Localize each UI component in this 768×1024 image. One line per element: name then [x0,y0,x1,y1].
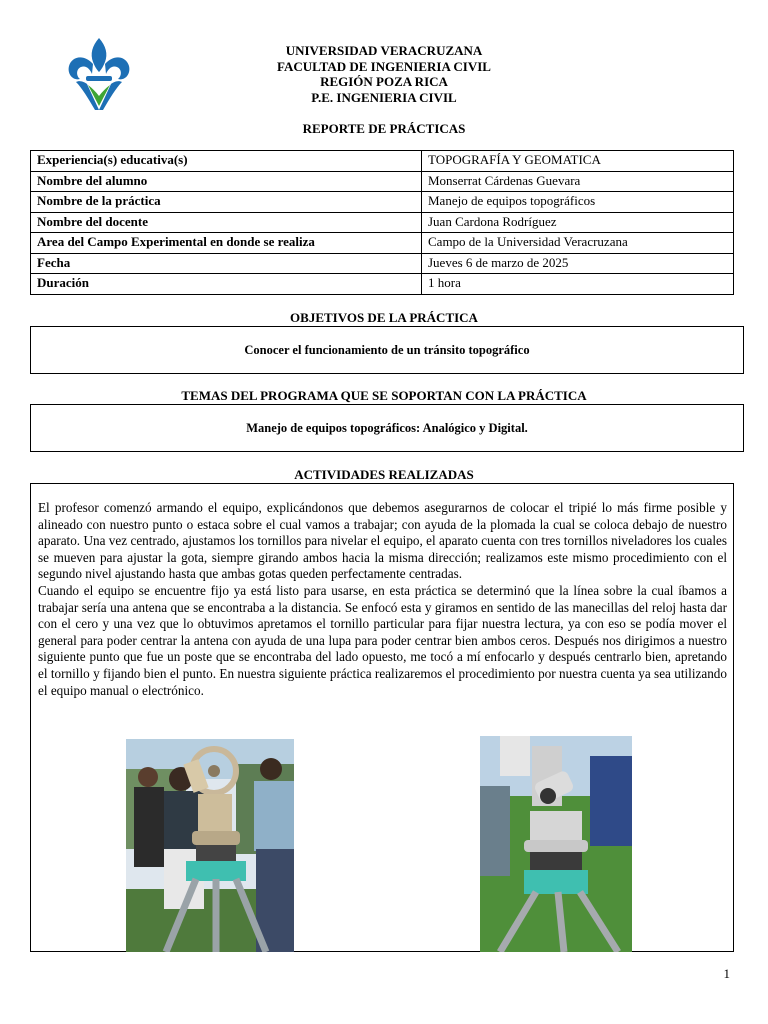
activities-text [38,500,727,699]
objectives-title: OBJETIVOS DE LA PRÁCTICA [290,310,478,325]
row-label: Nombre de la práctica [31,192,422,213]
row-value: Juan Cardona Rodríguez [422,212,734,233]
header-block [0,43,768,105]
row-label: Nombre del alumno [31,171,422,192]
faculty-name: FACULTAD DE INGENIERIA CIVIL [277,58,491,74]
activities-box [30,483,734,952]
row-value: Monserrat Cárdenas Guevara [422,171,734,192]
row-value: Jueves 6 de marzo de 2025 [422,253,734,274]
activities-title: ACTIVIDADES REALIZADAS [294,467,474,482]
table-row [31,192,734,213]
region-name: REGIÓN POZA RICA [320,74,448,89]
topics-title: TEMAS DEL PROGRAMA QUE SE SOPORTAN CON LA PRÁCTICA [181,388,587,403]
page-number: 1 [723,966,730,981]
row-value: Manejo de equipos topográficos [422,192,734,213]
activities-paragraph: El profesor comenzó armando el equipo, explicándonos que debemos asegurarnos de colocar el tripié lo más firme posible y alineado con nuestro punto o estaca sobre el cual vamos a trabajar; con ayuda de la plomada la cual se coloca debajo de nuestro aparato. Una vez centrado, ajustamos los tornillos para nivelar el equipo, el aparato cuenta con tres tornillos niveladores los cuales se mueven para ajustar la gota, siempre girando ambos hacia la misma dirección; realizamos este mismo procedimiento con el segundo nivel ajustando hasta que ambas gotas queden perfectamente centradas. [38,500,727,582]
objectives-text: Conocer el funcionamiento de un tránsito topográfico [244,342,530,357]
table-row [31,253,734,274]
table-row [31,233,734,254]
objectives-box [30,326,744,374]
photo-analog-transit [126,739,294,952]
table-row [31,151,734,172]
table-row [31,171,734,192]
row-label: Nombre del docente [31,212,422,233]
row-value: 1 hora [422,274,734,295]
row-value: Campo de la Universidad Veracruzana [422,233,734,254]
activities-paragraph: Cuando el equipo se encuentre fijo ya está listo para usarse, en esta práctica se determinó que la línea sobre la cual íbamos a trabajar sería una antena que se encontraba a la distancia. Se enfocó esta y giramos en sentido de las manecillas del reloj hasta dar con el cero y una vez que lo obtuvimos apretamos el tornillo particular para fijar nuestra lectura, ya con eso se podía mover el general para poder centrar la antena con ayuda de una lupa para poder centrar bien ambos ceros. Después nos dirigimos a nuestro siguiente punto que fue un poste que se encontraba del lado opuesto, me tocó a mí enfocarlo y después centrarlo bien, apretando el tornillo y fijando bien el punto. En nuestra siguiente práctica realizaremos el procedimiento por nuestra cuenta ya sea utilizando el equipo manual o electrónico. [38,582,727,698]
row-value: TOPOGRAFÍA Y GEOMATICA [422,151,734,172]
program-name: P.E. INGENIERIA CIVIL [311,89,457,105]
info-table [30,150,734,295]
table-row [31,274,734,295]
university-name: UNIVERSIDAD VERACRUZANA [285,43,483,58]
row-label: Fecha [31,253,422,274]
topics-box [30,404,744,452]
photo-digital-theodolite [480,736,632,952]
row-label: Experiencia(s) educativa(s) [31,151,422,172]
row-label: Area del Campo Experimental en donde se realiza [31,233,422,254]
table-row [31,212,734,233]
topics-text: Manejo de equipos topográficos: Analógico y Digital. [246,420,528,435]
report-title: REPORTE DE PRÁCTICAS [302,121,466,136]
row-label: Duración [31,274,422,295]
